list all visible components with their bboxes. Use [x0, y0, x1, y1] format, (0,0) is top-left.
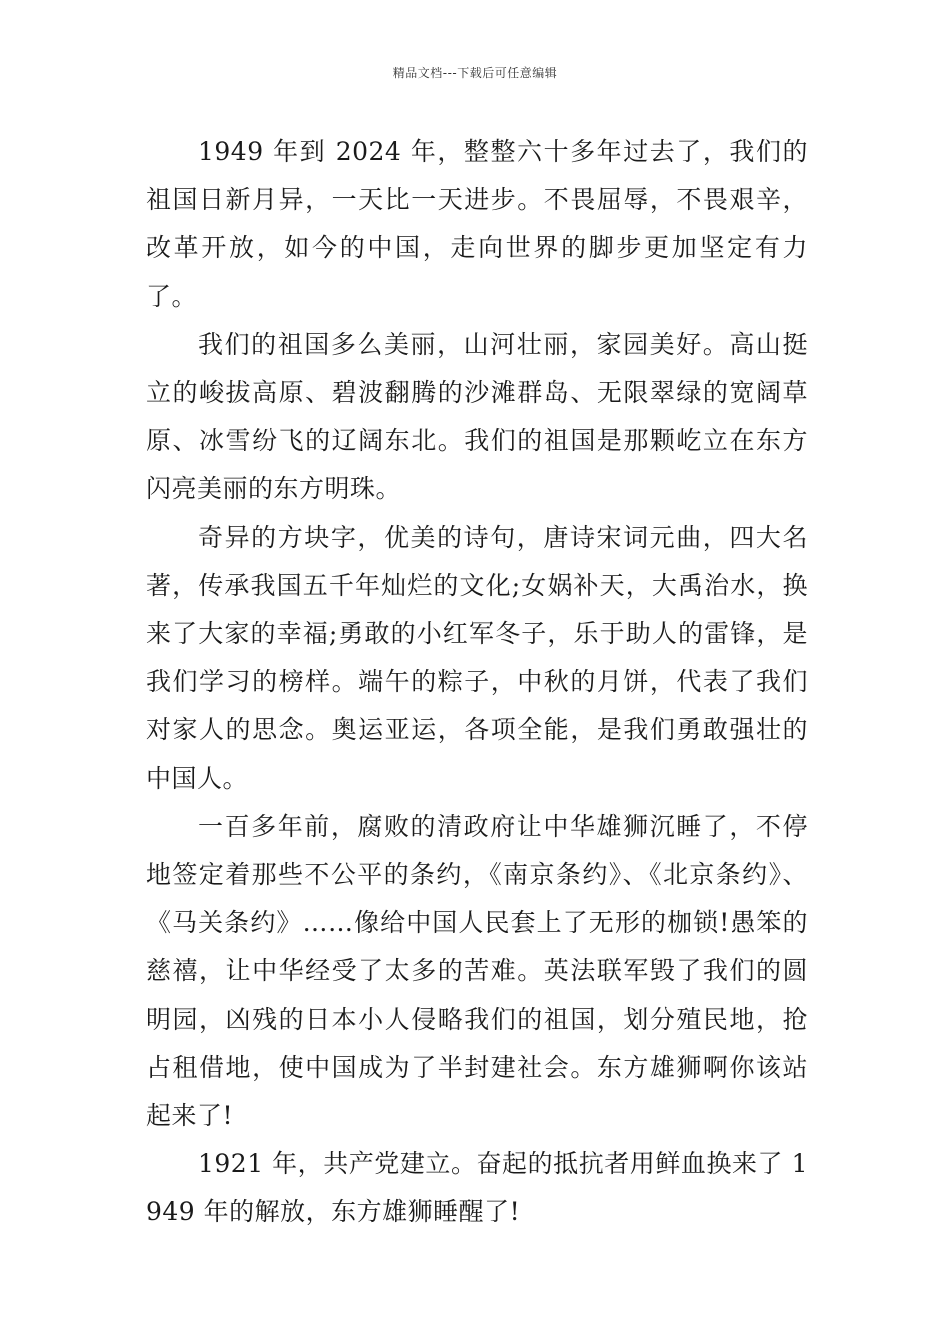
paragraph-3: 奇异的方块字，优美的诗句，唐诗宋词元曲，四大名著，传承我国五千年灿烂的文化;女娲补天，大禹治水，换来了大家的幸福;勇敢的小红军冬子，乐于助人的雷锋，是我们学习的榜样。端午的粽子，中秋的月饼，代表了我们对家人的思念。奥运亚运，各项全能，是我们勇敢强壮的中国人。 [146, 522, 808, 793]
paragraph-1: 1949 年到 2024 年，整整六十多年过去了，我们的祖国日新月异，一天比一天进步。不畏屈辱，不畏艰辛，改革开放，如今的中国，走向世界的脚步更加坚定有力了。 [146, 137, 808, 311]
document-body [146, 128, 808, 1237]
paragraph-2: 我们的祖国多么美丽，山河壮丽，家园美好。高山挺立的峻拔高原、碧波翻腾的沙滩群岛、无限翠绿的宽阔草原、冰雪纷飞的辽阔东北。我们的祖国是那颗屹立在东方闪亮美丽的东方明珠。 [146, 329, 808, 504]
page-header: 精品文档---下载后可任意编辑 [392, 66, 558, 80]
paragraph-5: 1921 年，共产党建立。奋起的抵抗者用鲜血换来了 1949 年的解放，东方雄狮睡醒了! [146, 1149, 808, 1227]
paragraph-4: 一百多年前，腐败的清政府让中华雄狮沉睡了，不停地签定着那些不公平的条约，《南京条约》、《北京条约》、《马关条约》……像给中国人民套上了无形的枷锁!愚笨的慈禧，让中华经受了太多的苦难。英法联军毁了我们的圆明园，凶残的日本小人侵略我们的祖国，划分殖民地，抢占租借地，使中国成为了半封建社会。东方雄狮啊你该站起来了! [146, 811, 808, 1131]
